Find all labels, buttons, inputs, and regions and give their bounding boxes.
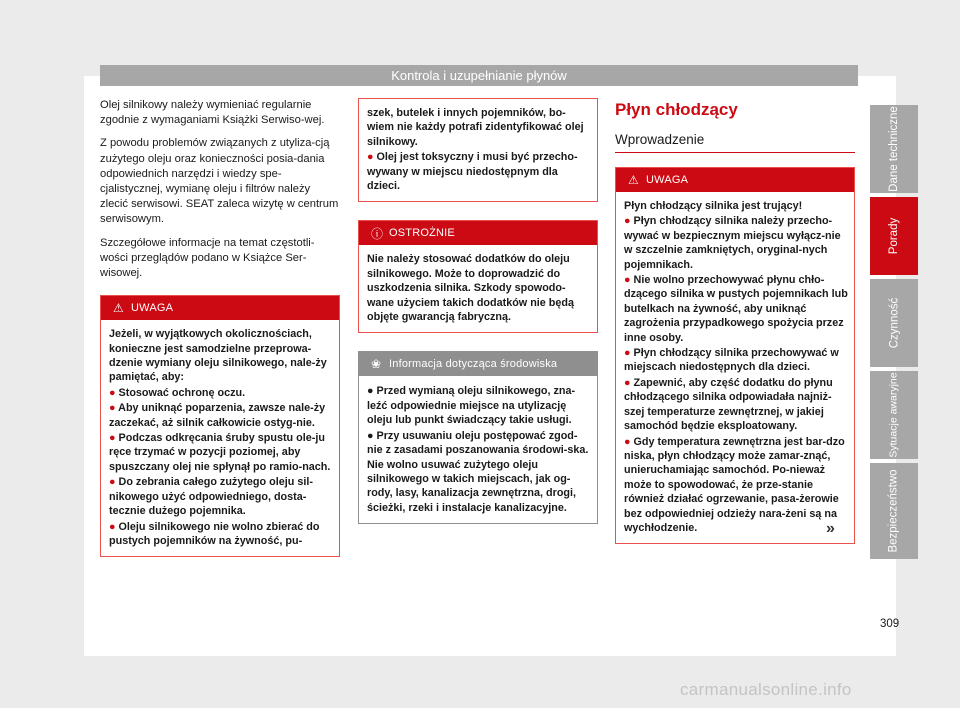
environment-title: Informacja dotycząca środowiska — [389, 358, 558, 371]
chapter-tabs — [870, 105, 918, 563]
bullet-icon: ● — [109, 402, 116, 415]
warning-title: UWAGA — [646, 174, 689, 186]
caution-body: Nie należy stosować dodatków do oleju silnikowego. Może to doprowadzić do uszkodzenia silnika. Szkody spowodo-wane użyciem takich dodatków nie będą objęte gwarancją fabryczną. — [367, 253, 574, 324]
bullet-icon: ● — [367, 429, 374, 442]
list-item: ● Przy usuwaniu oleju postępować zgod-nie z zasadami poszanowania środowi-ska. Nie wolno usuwać zużytego oleju silnikowego w takich miejscach, jak og-rody, lasy, kanalizacja zewnętrzna, drogi, ścieżki, rzeki i instalacje kanalizacyjne. — [367, 429, 589, 514]
caution-header — [359, 221, 597, 245]
list-item: ● Podczas odkręcania śruby spustu ole-ju ręce trzymać w pozycji poziomej, aby spuszczany olej nie spłynął po ramio-nach. — [109, 432, 331, 473]
tab-dane-techniczne[interactable]: Dane techniczne — [870, 105, 918, 193]
page-header: Kontrola i uzupełnianie płynów — [100, 65, 858, 86]
list-item: ● Gdy temperatura zewnętrzna jest bar-dzo niska, płyn chłodzący może zamar-znąć, unieruchamiając samochód. Po-nieważ może to spowodować, że prze-stanie również działać ogrzewanie, pasa-żerowie bez odpowiedniej odzieży nara-żeni są na wychłodzenie. — [624, 435, 845, 534]
list-item: ● Zapewnić, aby część dodatku do płynu chłodzącego silnika odpowiadała najniż-szej temperaturze zewnętrznej, w jakiej samochód będzie eksploatowany. — [624, 376, 833, 433]
bullet-icon: ● — [624, 274, 631, 287]
continue-arrow-icon: » — [826, 520, 835, 537]
warning-body — [101, 320, 339, 556]
environment-body — [359, 376, 597, 523]
warning-intro: Płyn chłodzący silnika jest trujący! — [624, 200, 803, 212]
tab-porady[interactable]: Porady — [870, 197, 918, 275]
list-item: ● Płyn chłodzący silnika należy przecho-wywać w bezpiecznym miejscu wyłącz-nie w szczelnie zamkniętych, oryginal-nych pojemnikach. — [624, 215, 841, 271]
tab-czynnosc[interactable]: Czynność — [870, 279, 918, 367]
bullet-icon: ● — [624, 347, 631, 360]
list-item: ● Płyn chłodzący silnika przechowywać w miejscach niedostępnych dla dzieci. — [624, 347, 839, 374]
paragraph: Olej silnikowy należy wymieniać regularnie zgodnie z wymaganiami Książki Serwiso-wej. — [100, 99, 325, 127]
list-item: ● Oleju silnikowego nie wolno zbierać do pustych pojemników na żywność, pu- — [109, 520, 320, 547]
warning-header — [616, 168, 854, 192]
bullet-icon: ● — [367, 385, 374, 398]
page-number: 309 — [880, 618, 900, 630]
warning-body — [616, 192, 854, 543]
bullet-icon: ● — [109, 432, 116, 445]
warning-triangle-icon: ⚠ — [628, 173, 639, 187]
section-title: Płyn chłodzący — [615, 100, 738, 119]
list-item: ● Olej jest toksyczny i musi być przecho-wywany w miejscu niedostępnym dla dzieci. — [367, 151, 578, 193]
caution-title: OSTROŻNIE — [389, 227, 455, 240]
watermark: carmanualsonline.info — [680, 680, 852, 699]
tab-sytuacje-awaryjne[interactable]: Sytuacje awaryjne — [870, 371, 918, 459]
warning-body-continued — [359, 99, 597, 201]
list-item: ● Przed wymianą oleju silnikowego, zna-leźć odpowiednie miejsce na utylizację oleju lub punkt świadczący takie usługi. — [367, 385, 576, 427]
tab-bezpieczenstwo[interactable]: Bezpieczeństwo — [870, 463, 918, 559]
environment-header — [359, 352, 597, 376]
caution-box — [358, 220, 598, 333]
paragraph: Z powodu problemów związanych z utyliza-cją zużytego oleju oraz konieczności posia-dania odpowiednich narzędzi i wiedzy spe-cjalistycznej, wymianę oleju i filtrów należy zlecić serwisowi. SEAT zaleca wizytę w centrum serwisowym. — [100, 137, 339, 226]
bullet-icon: ● — [624, 215, 631, 228]
bullet-icon: ● — [367, 151, 374, 164]
warning-intro: Jeżeli, w wyjątkowych okolicznościach, konieczne jest samodzielne przeprowa-dzenie wymiany oleju silnikowego, nale-ży pamiętać, aby: — [109, 328, 327, 384]
list-item: ● Do zebrania całego zużytego oleju sil-nikowego użyć odpowiedniego, dosta-tecznie dużego pojemnika. — [109, 476, 313, 518]
environment-leaf-icon: ❀ — [371, 357, 382, 372]
warning-box — [615, 167, 855, 544]
list-item: ● Stosować ochronę oczu. — [109, 386, 246, 399]
warning-title: UWAGA — [131, 302, 174, 315]
bullet-icon: ● — [109, 476, 116, 489]
list-item: ● Nie wolno przechowywać płynu chło-dzącego silnika w pustych pojemnikach lub butelkach na żywność, aby uniknąć zagrożenia przypadkowego spożycia przez inne osoby. — [624, 274, 848, 344]
continued-text: szek, butelek i innych pojemników, bo-wiem nie każdy potrafi zidentyfikować olej silnikowy. — [367, 107, 584, 148]
bullet-icon: ● — [109, 386, 116, 399]
info-circle-icon: ⓘ — [371, 226, 384, 241]
list-item: ● Aby uniknąć poparzenia, zawsze nale-ży zaczekać, aż silnik całkowicie ostyg-nie. — [109, 402, 326, 429]
bullet-icon: ● — [624, 376, 631, 389]
bullet-icon: ● — [624, 435, 631, 448]
subsection-title: Wprowadzenie — [615, 132, 855, 153]
warning-header — [101, 296, 339, 320]
bullet-icon: ● — [109, 520, 116, 533]
warning-box-continued — [358, 98, 598, 202]
warning-box — [100, 295, 340, 557]
column-3 — [615, 98, 855, 544]
column-2 — [358, 98, 598, 524]
column-1 — [100, 98, 340, 557]
warning-triangle-icon: ⚠ — [113, 301, 124, 316]
environment-box — [358, 351, 598, 524]
paragraph: Szczegółowe informacje na temat częstotli-wości przeglądów podano w Książce Ser-wisowej. — [100, 236, 315, 280]
